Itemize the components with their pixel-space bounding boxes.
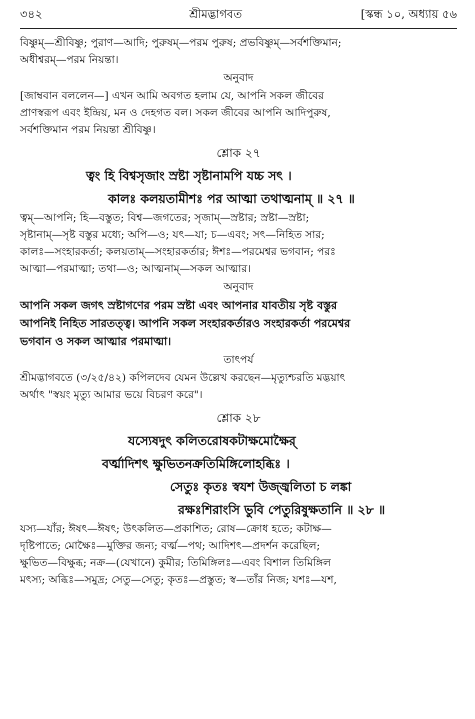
verse-28-title: শ্লোক ২৮ (216, 411, 261, 425)
book-title: শ্রীমদ্ভাগবত (189, 7, 242, 21)
synonym-line: কালঃ—সংহারকর্তা; কলয়তাম্—সংহারকর্তার; ঈশঃ—পরমেশ্বর ভগবান; পরঃ (20, 246, 336, 258)
page-number: ৩৪২ (20, 7, 43, 21)
synonym-line: সৃষ্টানাম্—সৃষ্ট বস্তুর মধ্যে; অপি—ও; যৎ—যা; চ—এবং; সৎ—নিহিত সার; (20, 229, 325, 241)
synonym-line: দৃষ্টিপাতে; মোক্ষৈঃ—মুক্তির জন্য; বর্ত্ম—পথ; আদিশৎ—প্রদর্শন করেছিল; (20, 540, 321, 552)
synonym-line: ক্ষুভিত—বিক্ষুব্ধ; নক্র—(যেখানে) কুমীর; তিমিঙ্গিলঃ—এবং বিশাল তিমিঙ্গিল (20, 557, 331, 569)
verse-28-line: রক্ষঃশিরাংসি ভুবি পেতুরিষুক্ষতানি ॥ ২৮ ॥ (178, 502, 385, 517)
synonym-line: বিষ্ণুম্—শ্রীবিষ্ণু; পুরাণ—আদি; পুরুষম্—পরম পুরুষ; প্রভবিষ্ণুম্—সর্বশক্তিমান; (20, 37, 342, 49)
verse-27-line: ত্বং হি বিশ্বসৃজাং স্রষ্টা সৃষ্টানামপি যচ্চ সৎ । (86, 168, 292, 183)
translation-heading: অনুবাদ (223, 281, 254, 293)
synonym-line: আত্মা—পরমাত্মা; তথা—ও; আত্মনাম্—সকল আত্মার। (20, 263, 251, 275)
purport-line: অর্থাৎ "স্বয়ং মৃত্যু আমার ভয়ে বিচরণ করে"। (20, 389, 203, 401)
synonym-line: যস্য—যাঁর; ঈষৎ—ঈষৎ; উৎকলিত—প্রকাশিত; রোষ—ক্রোধ হতে; কটাক্ষ— (20, 523, 332, 535)
verse-27-translation-line: আপনি সকল জগৎ স্রষ্টাগণের পরম স্রষ্টা এবং আপনার যাবতীয় সৃষ্ট বস্তুর (20, 299, 338, 312)
synonym-line: ত্বম্—আপনি; হি—বস্তুত; বিশ্ব—জগতের; সৃজাম্—স্রষ্টার; স্রষ্টা—স্রষ্টা; (20, 212, 310, 224)
header-divider (20, 28, 457, 29)
synonym-line: মৎস্য; অব্ধিঃ—সমুদ্র; সেতু—সেতু; কৃতঃ—প্রস্তুত; স্ব—তাঁর নিজ; যশঃ—যশ, (20, 574, 337, 586)
translation-line: সর্বশক্তিমান পরম নিয়ন্তা শ্রীবিষ্ণু। (20, 124, 156, 136)
translation-line: [জাম্ববান বললেন—] এখন আমি অবগত হলাম যে, আপনি সকল জীবের (20, 90, 324, 102)
purport-line: শ্রীমদ্ভাগবতে (৩/২৫/৪২) কপিলদেব যেমন উল্লেখ করছেন—মৃত্যুশ্চরতি মদ্ভয়াৎ (20, 372, 346, 384)
translation-heading: অনুবাদ (223, 72, 254, 84)
page-header (20, 6, 457, 28)
synonym-line: অধীশ্বরম্—পরম নিয়ন্তা। (20, 54, 119, 66)
verse-28-line: যস্যেষদুৎ কলিতরোষকটাক্ষমোক্ষৈর্ (128, 433, 296, 448)
verse-27-translation-line: ভগবান ও সকল আত্মার পরমাত্মা। (20, 335, 172, 348)
verse-27-translation-line: আপনিই নিহিত সারতত্ত্ব। আপনি সকল সংহারকর্তারও সংহারকর্তা পরমেশ্বর (20, 317, 351, 330)
verse-27-line: কালঃ কলয়তামীশঃ পর আত্মা তথাত্মনাম্ ॥ ২৭ ॥ (108, 191, 355, 206)
verse-28-line: বর্ত্মাদিশৎ ক্ষুভিতনক্রতিমিঙ্গিলোহব্ধিঃ । (102, 456, 290, 471)
purport-heading: তাৎপর্য (223, 354, 254, 366)
translation-line: প্রাণস্বরূপ এবং ইন্দ্রিয়, মন ও দেহগত বল। সকল জীবের আপনি আদিপুরুষ, (20, 107, 331, 119)
section-label: [স্কন্ধ ১০, অধ্যায় ৫৬ (360, 7, 457, 21)
verse-28-line: সেতুঃ কৃতঃ স্বযশ উজ্জ্বলিতা চ লঙ্কা (170, 479, 352, 494)
verse-27-title: শ্লোক ২৭ (216, 146, 261, 160)
